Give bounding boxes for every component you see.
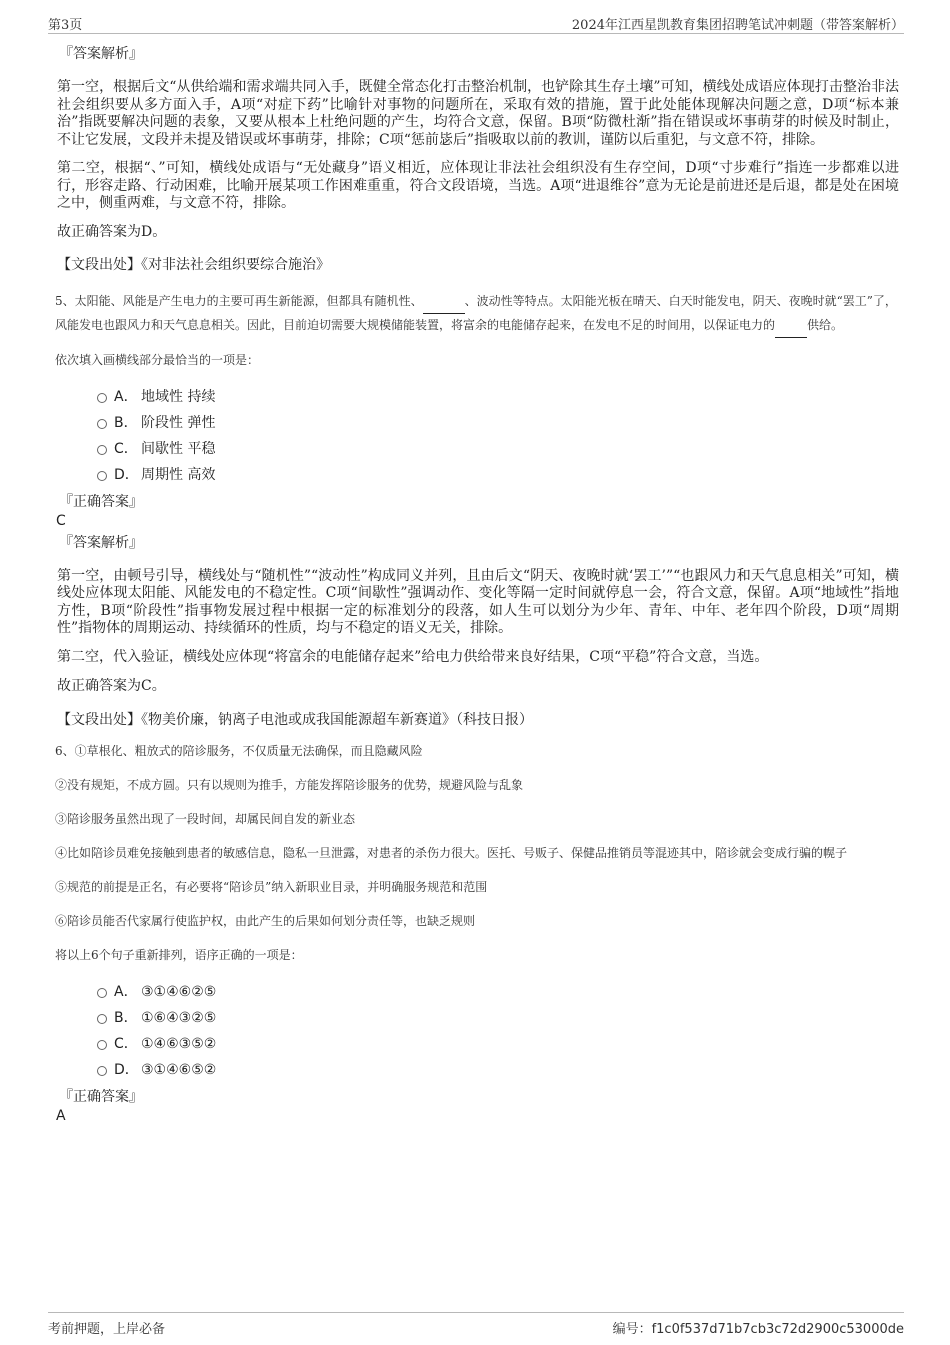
page-content	[57, 44, 899, 1125]
option-text: ①④⑥③⑤②	[141, 1036, 217, 1052]
option-text: 周期性 高效	[141, 466, 216, 483]
q5-option-b[interactable]	[57, 410, 899, 436]
q5-option-a[interactable]	[57, 384, 899, 410]
q5-stem-part1: 5、太阳能、风能是产生电力的主要可再生新能源，但都具有随机性、	[55, 293, 423, 308]
page-footer	[48, 1312, 904, 1336]
option-letter: A．	[114, 388, 138, 405]
radio-icon[interactable]	[97, 988, 107, 998]
footer-code	[613, 1318, 904, 1337]
option-letter: C．	[114, 1036, 138, 1052]
q5-prompt: 依次填入画横线部分最恰当的一项是：	[55, 352, 260, 367]
q6-option-b[interactable]	[57, 1005, 899, 1031]
q4-conclusion: 故正确答案为D。	[57, 223, 167, 240]
q6-sentence-4: ④比如陪诊员难免接触到患者的敏感信息，隐私一旦泄露，对患者的杀伤力很大。医托、号贩子、保健品推销员等混迹其中，陪诊就会变成行骗的幌子	[55, 846, 848, 860]
q6-option-a[interactable]	[57, 979, 899, 1005]
q5-blank-2	[775, 314, 807, 338]
radio-icon[interactable]	[97, 393, 107, 403]
radio-icon[interactable]	[97, 471, 107, 481]
q5-analysis-label: 『答案解析』	[59, 534, 143, 551]
q4-analysis-p2: 第二空，根据“、”可知，横线处成语与“无处藏身”语义相近，应体现让非法社会组织没有生存空间，D项“寸步难行”指连一步都难以进行，形容走路、行动困难，比喻开展某项工作困难重重，符合文段语境，当选。A项“进退维谷”意为无论是前进还是后退，都是处在困境之中，侧重两难，与文意不符，排除。	[57, 160, 899, 211]
q5-analysis-p2: 第二空，代入验证，横线处应体现“将富余的电能储存起来”给电力供给带来良好结果，C项“平稳”符合文意，当选。	[57, 648, 769, 665]
q6-prompt: 将以上6个句子重新排列，语序正确的一项是：	[55, 948, 303, 962]
option-text: 间歇性 平稳	[141, 440, 216, 457]
q6-sentence-2: ②没有规矩，不成方圆。只有以规则为推手，方能发挥陪诊服务的优势，规避风险与乱象	[55, 778, 524, 792]
footer-code-value: f1c0f537d71b7cb3c72d2900c53000de	[651, 1322, 904, 1337]
q5-blank-1	[423, 290, 465, 314]
radio-icon[interactable]	[97, 1040, 107, 1050]
q6-sentence-5: ⑤规范的前提是正名，有必要将“陪诊员”纳入新职业目录，并明确服务规范和范围	[55, 880, 488, 894]
q6-sentence-3: ③陪诊服务虽然出现了一段时间，却属民间自发的新业态	[55, 812, 356, 826]
option-letter: D．	[114, 466, 139, 483]
option-letter: B．	[114, 1010, 138, 1026]
q6-sentence-1: 6、①草根化、粗放式的陪诊服务，不仅质量无法确保，而且隐藏风险	[55, 744, 423, 758]
q4-analysis-label: 『答案解析』	[59, 46, 143, 62]
q5-stem-part2: 、波动性等特点。太阳能光板在晴天、白天时能发电，阴天、夜晚时就“罢工”了，风能发电也跟风力和天气息息相关。因此，目前迫切需要大规模储能装置，将富余的电能储存起来，在发电不足的时间用，以保证电力的	[55, 293, 897, 332]
q6-option-c[interactable]	[57, 1031, 899, 1057]
option-text: 地域性 持续	[141, 388, 216, 405]
q5-options	[57, 384, 899, 488]
document-title: 2024年江西星凯教育集团招聘笔试冲刺题（带答案解析）	[571, 18, 904, 33]
q5-analysis-p1: 第一空，由顿号引导，横线处与“随机性”“波动性”构成同义并列，且由后文“阴天、夜晚时就‘罢工’”“也跟风力和天气息息相关”可知，横线处应体现太阳能、风能发电的不稳定性。C项“间歇性”强调动作、变化等隔一定时间就停息一会，符合文意，保留。A项“地域性”指地方性，B项“阶段性”指事物发展过程中根据一定的标准划分的段落，如人生可以划分为少年、青年、中年、老年四个阶段，D项“周期性”指物体的周期运动、持续循环的性质，均与不稳定的语义无关，排除。	[57, 567, 899, 636]
option-text: ③①④⑥⑤②	[141, 1062, 217, 1078]
page-number: 第3页	[48, 18, 83, 33]
option-letter: D．	[114, 1062, 139, 1078]
option-text: ③①④⑥②⑤	[141, 984, 217, 1000]
page-header	[48, 10, 904, 34]
q5-option-d[interactable]	[57, 462, 899, 488]
footer-code-label: 编号：	[612, 1322, 652, 1337]
option-letter: A．	[114, 984, 138, 1000]
q4-source: 【文段出处】《对非法社会组织要综合施治》	[57, 257, 330, 273]
q5-option-c[interactable]	[57, 436, 899, 462]
radio-icon[interactable]	[97, 419, 107, 429]
radio-icon[interactable]	[97, 1014, 107, 1024]
q6-option-d[interactable]	[57, 1057, 899, 1083]
q5-correct-label: 『正确答案』	[59, 493, 143, 510]
q5-stem	[55, 290, 899, 338]
option-text: ①⑥④③②⑤	[141, 1010, 217, 1026]
q5-source: 【文段出处】《物美价廉，钠离子电池或成我国能源超车新赛道》（科技日报）	[57, 711, 533, 728]
radio-icon[interactable]	[97, 1066, 107, 1076]
radio-icon[interactable]	[97, 445, 107, 455]
q6-correct-answer: A	[56, 1108, 66, 1124]
q5-correct-answer: C	[56, 512, 66, 529]
option-letter: B．	[114, 414, 138, 431]
q6-correct-label: 『正确答案』	[59, 1089, 143, 1105]
q5-conclusion: 故正确答案为C。	[57, 678, 166, 694]
option-text: 阶段性 弹性	[141, 414, 216, 431]
q6-options	[57, 979, 899, 1083]
q6-sentence-6: ⑥陪诊员能否代家属行使监护权，由此产生的后果如何划分责任等，也缺乏规则	[55, 914, 476, 928]
option-letter: C．	[114, 440, 138, 457]
q5-stem-part3: 供给。	[807, 317, 844, 332]
q4-analysis-p1: 第一空，根据后文“从供给端和需求端共同入手，既健全常态化打击整治机制，也铲除其生存土壤”可知，横线处成语应体现打击整治非法社会组织要从多方面入手，A项“对症下药”比喻针对事物的问题所在，采取有效的措施，置于此处能体现解决问题之意，D项“标本兼治”指既要解决问题的表象，又要从根本上杜绝问题的产生，均符合文意，保留。B项“防微杜渐”指在错误或坏事萌芽的时候及时制止，不让它发展，文段并未提及错误或坏事萌芽，排除；C项“惩前毖后”指吸取以前的教训，谨防以后重犯，与文意不符，排除。	[57, 79, 899, 148]
footer-slogan: 考前押题，上岸必备	[48, 1322, 166, 1337]
